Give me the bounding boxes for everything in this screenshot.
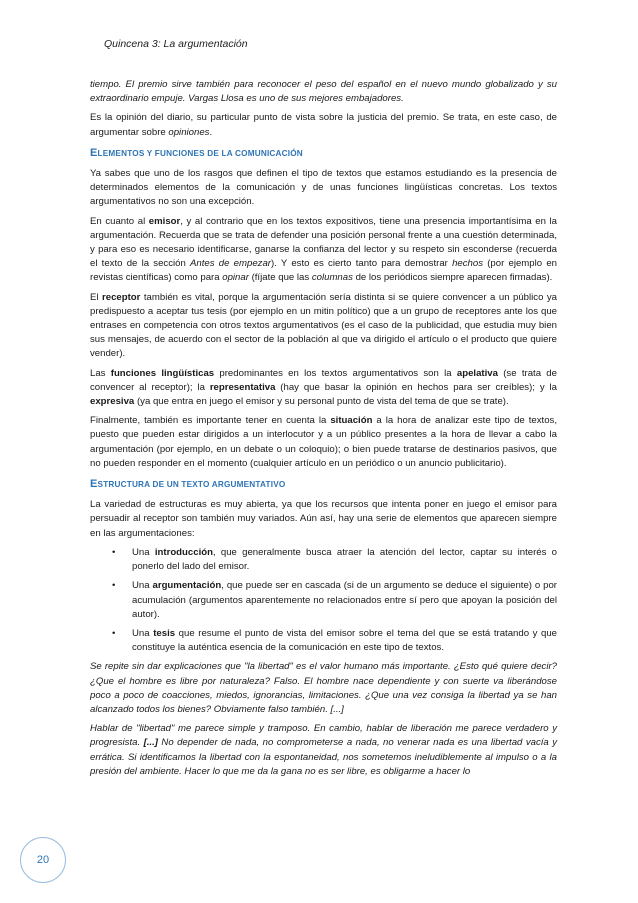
example-quote-1: Se repite sin dar explicaciones que "la libertad" es el valor humano más importante. ¿Esto qué quiere decir? ¿Que el hombre es libre por naturaleza? Falso. El hombre nace dependiente y con suerte va liberándose poco a poco de coacciones, miedos, ignorancias, limitaciones. ¿Que una vez consiga la libertad ya se han alcanzado todos los bienes? Obviamente falso también. [...] <box>90 661 557 715</box>
page-number-badge: 20 <box>20 837 66 883</box>
page-header: Quincena 3: La argumentación <box>104 38 248 50</box>
paragraph-funciones: Las funciones lingüísticas predominantes en los textos argumentativos son la apelativa (se trata de convencer al receptor); la representativa (hay que basar la opinión en hechos para ser creíbles); y la expresiva (ya que entra en juego el emisor y su personal punto de vista del tema de que se trate). <box>90 367 557 408</box>
structure-list <box>90 546 557 655</box>
section-heading-structure: ESTRUCTURA DE UN TEXTO ARGUMENTATIVO <box>90 478 286 491</box>
paragraph-receptor: El receptor también es vital, porque la argumentación sería distinta si se quiere convencer a un público ya predispuesto a aceptar tus tesis (por ejemplo en un mitin político) que a un grupo de receptores ante los que entrases en competencia con otros textos argumentativos (es el caso de la publicidad, que estudia muy bien sus mensajes, de acuerdo con el sector de la población al que va dirigido el artículo o el producto que quiere vender). <box>90 291 558 360</box>
paragraph-situacion: Finalmente, también es importante tener en cuenta la situación a la hora de analizar este tipo de textos, puesto que pueden estar dirigidos a un interlocutor y a un público presentes a la hora de llevar a cabo la argumentación (por ejemplo, en un debate o un coloquio); o bien puede tratarse de destinarios pasivos, que no pueden responder en el momento (cualquier artículo en un periódico o un anuncio publicitario). <box>90 415 557 469</box>
paragraph-opinion: Es la opinión del diario, su particular punto de vista sobre la justicia del premio. Se trata, en este caso, de argumentar sobre opiniones. <box>90 112 557 138</box>
list-item-introduccion: • Una introducción, que generalmente busca atraer la atención del lector, captar su interés o ponerlo del lado del emisor. <box>90 546 557 574</box>
paragraph-emisor: En cuanto al emisor, y al contrario que en los textos expositivos, tiene una presencia importantísima en la argumentación. Recuerda que se trata de defender una posición personal frente a una cuestión determinada, y para eso es necesario identificarse, ganarse la confianza del lector y su respeto sin esconderse (recuerda el texto de la sección Antes de empezar). Y esto es cierto tanto para demostrar hechos (por ejemplo en revistas científicas) como para opinar (fíjate que las columnas de los periódicos siempre aparecen firmadas). <box>90 215 557 284</box>
document-body <box>90 78 557 784</box>
quote-continuation: tiempo. El premio sirve también para reconocer el peso del español en el nuevo mundo globalizado y su extraordinario empuje. Vargas Llosa es uno de sus mejores embajadores. <box>90 79 557 105</box>
paragraph-intro-elements: Ya sabes que uno de los rasgos que definen el tipo de textos que estamos estudiando es la presencia de determinados elementos de la comunicación y de unas funciones lingüísticas concretas. Los textos argumentativos no son una excepción. <box>90 168 557 208</box>
paragraph-structure-intro: La variedad de estructuras es muy abierta, ya que los recursos que intenta poner en juego el emisor para persuadir al receptor son también muy variados. Aún así, hay una serie de elementos que aparecen siempre en las argumentaciones: <box>90 499 557 539</box>
section-heading-elements: ELEMENTOS Y FUNCIONES DE LA COMUNICACIÓN <box>90 146 303 159</box>
example-quote-2: Hablar de "libertad" me parece simple y tramposo. En cambio, hablar de liberación me parece verdadero y progresista. [...] No depender de nada, no comprometerse a nada, no venerar nada es una libertad vacía y errática. Si identificamos la libertad con la espontaneidad, nos sometemos ineludiblemente al impulso o a la presión del ambiente. Hacer lo que me da la gana no es ser libre, es obligarme a hacer lo <box>90 723 557 777</box>
list-item-tesis: • Una tesis que resume el punto de vista del emisor sobre el tema del que se está tratando y que constituye la auténtica esencia de la comunicación en este tipo de textos. <box>90 627 557 655</box>
list-item-argumentacion: • Una argumentación, que puede ser en cascada (si de un argumento se deduce el siguiente) o por acumulación (argumentos aparentemente no relacionados entre sí pero que apoyan la posición del autor). <box>90 579 557 622</box>
